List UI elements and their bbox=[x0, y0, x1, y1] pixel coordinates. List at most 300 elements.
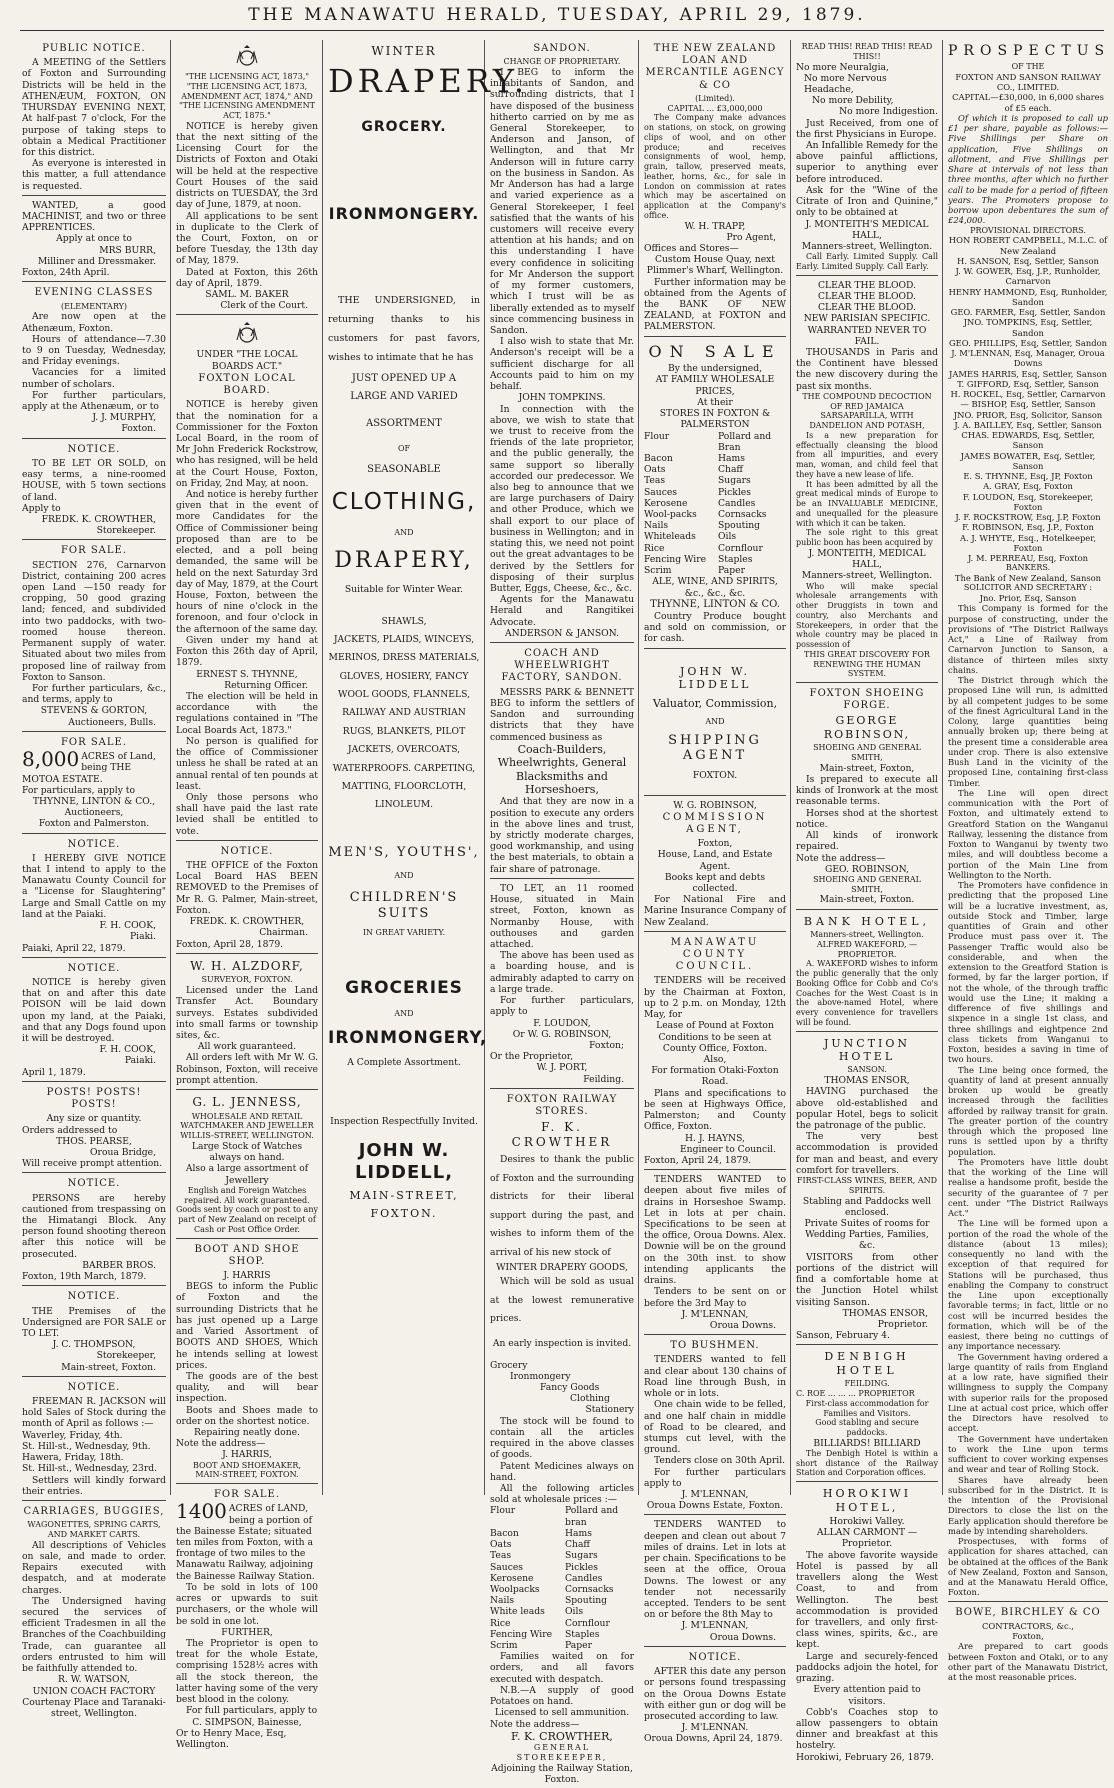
price-list-item: Kerosene bbox=[490, 1572, 534, 1584]
ad-body: The Proprietor is open to treat for the whole Estate, comprising 1528½ acres with all the stock thereon, the latter having some of the very best blood in the colony. bbox=[176, 1638, 318, 1706]
ad-sub: WHOLESALE AND RETAIL WATCHMAKER AND JEWELLER bbox=[180, 1111, 314, 1131]
ad-body: The Line will be formed upon a portion of the road the whole of the distance (about 13 miles); consequently no land with the exception of that required for Stations will be purchased, thus enabling the Company to construct the Line upon exceptionally favorable terms; in fact, little or no cost will be incurred besides the formation, which will be of the easiest, there being no cuttings of any importance necessary. bbox=[948, 1218, 1108, 1352]
ad-line: ALFRED WAKEFORD, — PROPRIETOR. bbox=[816, 939, 918, 959]
ad-line: Repairing neatly done. bbox=[194, 1427, 300, 1439]
price-list-item: Pickles bbox=[565, 1561, 598, 1573]
ad-line: Note the address— bbox=[490, 1718, 580, 1730]
ad-line: Grocery bbox=[490, 1359, 528, 1371]
ad-title: NOTICE. bbox=[67, 962, 121, 974]
price-list-item: Scrim bbox=[490, 1640, 518, 1652]
price-list-item: Paper bbox=[565, 1640, 592, 1652]
nz-loan-ad bbox=[644, 40, 786, 337]
ad-body: The goods are of the best quality, and will bear inspection. bbox=[176, 1370, 318, 1405]
column-rule bbox=[322, 40, 323, 1495]
price-list-item: Pickles bbox=[718, 486, 751, 498]
ad-line: FOXTON. bbox=[370, 1206, 438, 1220]
price-list-item: White leads bbox=[490, 1606, 545, 1618]
ad-line: Coach-Builders, Wheelwrights, General Blacksmiths and Horseshoers, bbox=[497, 742, 627, 796]
ad-line: Oroua Downs. bbox=[709, 1631, 776, 1643]
ad-date: Foxton, April 28, 1879. bbox=[176, 938, 284, 950]
director-entry: JNO. PRIOR, Esq, Solicitor, Sanson bbox=[953, 409, 1103, 420]
ad-line: Horokiwi Valley. bbox=[829, 1516, 905, 1528]
ad-body: Shares have already been subscribed for in the District. It is the intention of the Provisional Directors to close the list on the Early application should therefore be made by intending shareholders. bbox=[948, 1474, 1108, 1536]
ad-line: SHOEING AND GENERAL SMITH, bbox=[813, 874, 921, 894]
ad-title: READ THIS! READ THIS! READ THIS!! bbox=[801, 42, 933, 61]
ad-line: Offices and Stores— bbox=[644, 242, 739, 254]
ad-line: FIRST-CLASS WINES, BEER, AND SPIRITS. bbox=[796, 1176, 938, 1195]
ad-signature: THYNNE, LINTON & CO. bbox=[650, 598, 780, 610]
ad-title: SANDON. bbox=[533, 43, 591, 54]
ad-line: English and Foreign Watches repaired. All work guaranteed. bbox=[184, 1185, 310, 1205]
ad-date: Foxton, April 24, 1879. bbox=[644, 1154, 752, 1166]
ad-sub: WAGONETTES, SPRING CARTS, AND MARKET CARTS. bbox=[27, 1520, 161, 1539]
ad-body: The election will be held in accordance with the regulations contained in "The Local Boards Act, 1873." bbox=[176, 690, 318, 736]
coach-factory-ad bbox=[490, 645, 634, 879]
ad-body: The Denbigh Hotel is within a short distance of the Railway Station and Corporation offices. bbox=[796, 1448, 938, 1478]
ad-date: Oroua Downs, April 24, 1879. bbox=[644, 1733, 783, 1745]
ad-body: A MEETING of the Settlers of Foxton and Surrounding Districts will be held in the ATHENÆUM, FOXTON, ON THURSDAY EVENING NEXT, At half-past 7 o'clock, For the purpose of taking steps to obtain a Medical Practitioner for this district. bbox=[22, 57, 166, 158]
column-rule bbox=[638, 40, 639, 1495]
ad-signature: Or W. G. ROBINSON, bbox=[512, 1028, 612, 1040]
ad-signature: BARBER BROS. bbox=[82, 1259, 156, 1271]
ad-signature: FREDK. K. CROWTHER, bbox=[41, 513, 156, 525]
ad-body: TENDERS wanted to fell and clear about 130 chains of Road line through Bush, in whole or in lots. bbox=[644, 1354, 786, 1400]
ad-body: BEGS to inform the Public of Foxton and the surrounding Districts that he has just opened up a Large and Varied Assortment of BOOTS AND SHOES, Which he intends selling at lowest prices. bbox=[176, 1281, 318, 1371]
bowe-birchley-ad bbox=[948, 1604, 1108, 1686]
ad-body: Country Produce bought and sold on commission, or for cash. bbox=[644, 610, 786, 645]
ad-body: All the following articles sold at wholesale prices :— bbox=[490, 1482, 634, 1506]
ad-body: I HEREBY GIVE NOTICE that I intend to apply to the Manawatu County Council for a "License for Slaughtering" Large and Small Cattle on my land at the Paiaki. bbox=[22, 852, 166, 920]
for-sale-ad bbox=[22, 542, 166, 731]
ad-body: HAVING purchased the above old-established and popular Hotel, begs to solicit the patronage of the public. bbox=[796, 1086, 938, 1131]
ad-body: THOUSANDS in Paris and the Continent have blessed the new discovery during the past six months. bbox=[796, 347, 938, 392]
ad-body: Settlers will kindly forward their entries. bbox=[22, 1474, 166, 1497]
ad-body: Just Received, from one of the first Physicians in Europe. bbox=[796, 117, 938, 140]
director-entry: F. LOUDON, Esq, Storekeeper, Foxton bbox=[962, 491, 1094, 512]
ad-line: OF THE bbox=[1011, 62, 1045, 72]
ad-line: Oroua Bridge, bbox=[90, 1146, 156, 1158]
ad-title: THE NEW ZEALAND LOAN AND MERCANTILE AGENCY & CO bbox=[645, 43, 785, 91]
ad-signature: GEO. ROBINSON, bbox=[825, 863, 909, 875]
price-list-item: Oats bbox=[490, 1539, 512, 1551]
ad-body: As everyone is interested in this matter, a full attendance is requested. bbox=[22, 158, 166, 192]
ad-title: COMMISSION AGENT, bbox=[662, 811, 768, 835]
ad-line: Manners-street, Wellington. bbox=[801, 241, 933, 252]
ad-body: Are prepared to cart goods between Foxton and Otaki, or to any other part of the Manawatu District, at the most reasonable prices. bbox=[948, 1641, 1108, 1683]
price-list-item: Teas bbox=[644, 475, 666, 487]
ad-line: C. ROE ... ... ... PROPRIETOR bbox=[796, 1389, 915, 1398]
ad-line: All work guaranteed. bbox=[197, 1041, 297, 1053]
price-list-item: Flour bbox=[490, 1505, 516, 1517]
ad-line: Oroua Downs Estate, Foxton. bbox=[646, 1500, 784, 1512]
ad-title: BANK HOTEL, bbox=[803, 914, 931, 928]
ad-line: Apply at once to bbox=[56, 233, 132, 245]
price-list bbox=[490, 1505, 634, 1651]
price-list-item: Sugars bbox=[565, 1550, 598, 1562]
ad-body: I also wish to state that Mr. Anderson's receipt will be a sufficient discharge for all Accounts paid to him on my behalf. bbox=[490, 336, 634, 393]
ad-line: Engineer to Council. bbox=[679, 1143, 776, 1155]
to-let-ad bbox=[22, 441, 166, 541]
ad-body: The Line being once formed, the quantity of land at present annually broken up would be greatly increased through the facilities afforded by railway transit for grain. The greater portion of the country through which the proposed line runs is settled upon by a thrifty population. bbox=[948, 1064, 1108, 1157]
ad-body: The Undersigned having secured the services of efficient Tradesmen in all the Branches of the Coachbuilding Trade, can guarantee all orders entrusted to him will be faithfully attended to. bbox=[22, 1595, 166, 1675]
director-entry: A. GRAY, Esq, Foxton bbox=[983, 481, 1073, 492]
ad-line: BILLIARDS! BILLIARD bbox=[813, 1437, 921, 1449]
price-list-item: Nails bbox=[644, 520, 669, 532]
on-sale-ad bbox=[644, 339, 786, 649]
ad-line: The Bank of New Zealand, Sanson bbox=[954, 573, 1102, 584]
ad-big-number: 1400 bbox=[176, 1499, 227, 1524]
ad-big-number: 8,000 bbox=[22, 747, 80, 772]
ad-body: Licensed under the Land Transfer Act. Boundary surveys. Estates subdivided into small farms or township sites, &c. bbox=[176, 985, 318, 1041]
tenders-drains-ad bbox=[644, 1517, 786, 1646]
ad-signature: J. J. MURPHY, bbox=[92, 412, 156, 424]
ad-line: For particulars, apply to bbox=[22, 784, 136, 796]
director-entry: A. J. WHYTE, Esq., Hotelkeeper, Foxton bbox=[959, 532, 1097, 553]
ad-body: Only those persons who shall have paid the last rate levied shall be entitled to vote. bbox=[176, 791, 318, 837]
price-list-item: Chaff bbox=[718, 464, 743, 476]
bushmen-ad bbox=[644, 1337, 786, 1515]
ad-line: AND bbox=[705, 716, 725, 726]
ad-line: SHAWLS, bbox=[381, 615, 427, 627]
ad-line: SANSON. bbox=[847, 1065, 887, 1075]
price-list-item: Scrim bbox=[644, 565, 672, 577]
ad-body: SECTION 276, Carnarvon District, containing 200 acres open Land —150 ready for cropping, 50 good grazing land; fenced, and subdivided into two paddocks, with two-roomed house thereon. Permanent supply of water. Situated about two miles from proposed line of railway from Foxton to Sanson. bbox=[22, 559, 166, 683]
director-entry: T. GIFFORD, Esq, Settler, Sanson bbox=[957, 378, 1099, 389]
price-list-item: Cornsacks bbox=[718, 509, 767, 521]
ad-body: Further information may be obtained from the Agents of the BANK OF NEW ZEALAND, at FOXTON and PALMERSTON. bbox=[644, 276, 786, 333]
ad-title: FOR SALE. bbox=[60, 545, 128, 557]
director-entry: H. SANSON, Esq, Settler, Sanson bbox=[957, 255, 1099, 266]
ad-body: AFTER this date any person or persons found trespassing on the Oroua Downs Estate with either gun or dog will be prosecuted according to law. bbox=[644, 1666, 786, 1722]
ad-line: Also a large assortment of Jewellery bbox=[185, 1163, 309, 1186]
ad-line: St. Hill-st., Wednesday, 9th. bbox=[22, 1440, 151, 1452]
ad-line: JUST OPENED UP A bbox=[351, 373, 457, 385]
ad-line: STORES IN FOXTON & PALMERSTON bbox=[659, 408, 771, 431]
county-council-ad bbox=[644, 934, 786, 1170]
ad-line: LARGE AND VARIED bbox=[350, 391, 458, 403]
price-list-item: Candles bbox=[565, 1572, 603, 1584]
ad-sub: "THE LICENSING ACT, 1873," "THE LICENSING ACT, 1873, AMENDMENT ACT, 1874," AND "THE LICENSING AMENDMENT ACT, 1875." bbox=[179, 72, 315, 120]
ad-line: IN GREAT VARIETY. bbox=[362, 928, 446, 938]
ad-line: Chairman. bbox=[259, 927, 308, 939]
ad-title: THE COMPOUND DECOCTION OF RED JAMAICA SARSAPARILLA, WITH DANDELION AND POTASH, bbox=[802, 391, 932, 431]
ad-body: Of which it is proposed to call up £1 per share, payable as follows:—Five Shillings per Share on application, Five Shillings on allotment, and Five Shillings per Share at intervals of not less than three months, after which no further call to be made for a period of fifteen years. The Promoters propose to borrow upon debentures the sum of £24,000. bbox=[948, 112, 1108, 226]
price-list-item: Sauces bbox=[644, 486, 677, 498]
ad-headline: IRONMONGERY, bbox=[328, 1028, 488, 1049]
ad-line: St. Hill-st., Wednesday, 23rd. bbox=[22, 1463, 158, 1475]
ad-body: A. WAKEFORD wishes to inform the public generally that the only Booking Office for Cobb and Co's Coaches for the West Coast is in the above-named Hotel, where every convenience for travellers will be found. bbox=[796, 959, 938, 1027]
ad-line: MAIN-STREET, bbox=[349, 1189, 459, 1203]
masthead: THE MANAWATU HERALD, TUESDAY, APRIL 29, 1879. bbox=[248, 5, 866, 25]
ad-body: The above favorite wayside Hotel is passed by all travellers along the West Coast, to and from Wellington. The best accommodation is provided for travellers, and only first-class wines, spirits, &c., are kept. bbox=[796, 1549, 938, 1651]
ad-line: Foxton; bbox=[589, 1039, 624, 1051]
ad-signature: J. MONTEITH, MEDICAL HALL, bbox=[808, 547, 926, 571]
ad-body: The above has been used as a boarding house, and is admirably adapted to carry on a large trade. bbox=[490, 950, 634, 995]
ad-line: No more Neuralgia, bbox=[796, 61, 889, 73]
prospectus-ad bbox=[948, 40, 1111, 1602]
ad-title: PROSPECTUS bbox=[948, 43, 1111, 59]
stock-sales-ad bbox=[22, 1379, 166, 1501]
ad-signature: F. K. CROWTHER, bbox=[511, 1729, 613, 1743]
ad-title: CARRIAGES, BUGGIES, bbox=[23, 1505, 165, 1517]
ad-headline: IRONMONGERY. bbox=[328, 203, 480, 223]
column-4 bbox=[490, 40, 634, 1785]
ad-sub: SURVEYOR, FOXTON. bbox=[201, 975, 293, 985]
price-list-item: Chaff bbox=[565, 1539, 590, 1551]
ad-line: Main-street, Foxton, bbox=[819, 762, 915, 774]
masthead-rule bbox=[20, 30, 1104, 31]
price-list-item: Bacon bbox=[490, 1527, 519, 1539]
price-list-item: Whiteleads bbox=[644, 531, 696, 543]
ad-line: Note the address— bbox=[796, 852, 886, 864]
ad-line: WINTER DRAPERY GOODS, bbox=[496, 1261, 628, 1273]
ad-body: All orders left with Mr W. G. Robinson, Foxton, will receive prompt attention. bbox=[176, 1052, 318, 1086]
ad-body: Tenders to be sent on or before the 3rd May to bbox=[644, 1286, 786, 1309]
ad-body: NOTICE is hereby given that the nomination for a Commissioner for the Foxton Local Board, in the room of Mr John Frederick Rockstrow, who has resigned, will be held at the Court House, Foxton, on Friday, 2nd May, at noon. bbox=[176, 399, 318, 489]
price-list-item: Spouting bbox=[565, 1595, 608, 1607]
ad-title: ON SALE bbox=[648, 341, 782, 361]
ad-line: Conditions to be seen at County Office, Foxton. bbox=[658, 1031, 772, 1054]
ad-signature: J. M'LENNAN. bbox=[681, 1722, 749, 1734]
ad-date: Sanson, February 4. bbox=[796, 1330, 890, 1342]
column-1 bbox=[22, 40, 166, 1719]
ad-title: FOR SALE. bbox=[213, 1489, 281, 1501]
ad-title: POSTS! POSTS! POSTS! bbox=[46, 1086, 142, 1111]
price-list-item: Rice bbox=[644, 542, 665, 554]
ad-headline: GROCERIES bbox=[345, 977, 463, 998]
ad-line: Auctioneers, Bulls. bbox=[68, 716, 156, 728]
ad-line: AT FAMILY WHOLESALE PRICES, bbox=[655, 374, 775, 397]
ad-title: NOTICE. bbox=[67, 1381, 121, 1393]
director-entry: F. ROBINSON, Esq, J.P., Foxton bbox=[962, 522, 1094, 533]
ad-line: Will receive prompt attention. bbox=[22, 1158, 163, 1170]
ad-signature: J. M'LENNAN, bbox=[681, 1489, 749, 1501]
price-list-item: Fencing Wire bbox=[644, 553, 707, 565]
ad-title: NOTICE. bbox=[67, 443, 121, 455]
ad-line: CAPITAL ... £3,000,000 bbox=[667, 103, 763, 113]
ad-body: An Infallible Remedy for the above painful afflictions, superior to anything ever before introduced. bbox=[796, 140, 938, 185]
ad-line: At their bbox=[697, 396, 733, 408]
ad-body: The Company make advances on stations, on stock, on growing clips of wool, and on other produce; and receives consignments of wool, hemp, grain, tallow, preserved meats, leather, horns, &c., for sale in London on commission at rates which may be ascertained on application at the Company's office. bbox=[644, 113, 786, 220]
ad-line: No more Indigestion. bbox=[839, 106, 938, 118]
ad-title: DENBIGH HOTEL bbox=[824, 1350, 910, 1377]
column-2 bbox=[176, 40, 318, 1750]
ad-line: Clothing bbox=[570, 1393, 610, 1405]
ad-line: GENERAL STOREKEEPER, bbox=[516, 1743, 608, 1762]
ad-line: Valuator, Commission, bbox=[652, 697, 778, 711]
ad-body: Horses shod at the shortest notice. bbox=[796, 807, 938, 830]
price-list-item: Pollard and bran bbox=[565, 1505, 619, 1528]
ad-line: CAPITAL—£30,000, in 6,000 shares of £5 each. bbox=[952, 92, 1104, 113]
ad-body: The Government have undertaken to work the Line upon terms sufficient to cover working expenses and wear and tear of Rolling Stock. bbox=[948, 1433, 1108, 1475]
director-entry: JNO. TOMPKINS, Esq, Settler, Sandon bbox=[963, 317, 1093, 338]
ad-line: Licensed to sell ammunition. bbox=[494, 1707, 630, 1719]
ad-body: All applications to be sent in duplicate to the Clerk of the Court, Foxton, on or before Tuesday, the 13th day of May, 1879. bbox=[176, 210, 318, 267]
ad-sub: PROVISIONAL DIRECTORS. bbox=[970, 225, 1086, 235]
ad-body: Who will make special wholesale arrangements with other Druggists in town and country, also Merchants and Storekeepers, in order that the whole country may be placed in possession of bbox=[796, 581, 938, 650]
ad-signature: JOHN TOMPKINS. bbox=[518, 392, 606, 404]
ad-body: Ask for the "Wine of the Citrate of Iron and Quinine," only to be obtained at bbox=[796, 184, 938, 219]
ad-body: In connection with the above, we wish to state that we trust to receive from the friends of the late proprietor, and the public generally, the same support so liberally accorded our predecessor. We also beg to announce that we are large purchasers of Dairy and other Produce, which we shall export to our place of business in Wellington; and in stating this, we need not point out the great advantages to be derived by the Settlers for disposing of their surplus Butter, Eggs, Cheese, &c., &c. bbox=[490, 403, 634, 594]
ad-sub: WILLIS-STREET, WELLINGTON. bbox=[180, 1131, 314, 1141]
price-list-item: Cornsacks bbox=[565, 1583, 614, 1595]
price-list-item: Sauces bbox=[490, 1561, 523, 1573]
ad-body: Given under my hand at Foxton this 26th day of April, 1879. bbox=[176, 634, 318, 669]
ad-signature: J. MONTEITH'S MEDICAL HALL, bbox=[805, 218, 929, 241]
ad-body: Is prepared to execute all kinds of Ironwork at the most reasonable terms. bbox=[796, 773, 938, 808]
ad-sub: BANKERS. bbox=[1005, 563, 1051, 573]
director-entry: J. W. GOWER, Esq, J.P., Runholder, Carnarvon bbox=[955, 266, 1101, 287]
ad-line: Adjoining the Railway Station, bbox=[491, 1762, 633, 1774]
ad-line: FOXTON AND SANSON RAILWAY CO., LIMITED. bbox=[955, 71, 1101, 93]
ad-body: The Promoters have little doubt that the working of the Line will realise a handsome profit, beside the security of the guarantee of 7 per cent. under "The District Railways Act." bbox=[948, 1156, 1108, 1219]
price-list-item: Cornflour bbox=[565, 1617, 610, 1629]
ad-signature: W. J. PORT, bbox=[536, 1062, 588, 1074]
ad-line: FOXTON. bbox=[692, 770, 738, 782]
ad-sub: UNDER "THE LOCAL BOARDS ACT." bbox=[196, 349, 298, 372]
ad-headline: DRAPERY, bbox=[334, 547, 474, 573]
ad-line: Waverley, Friday, 4th. bbox=[22, 1429, 123, 1441]
ad-line: Piaki. bbox=[129, 931, 156, 943]
ad-headline: CHILDREN'S SUITS bbox=[349, 890, 459, 922]
price-list-item: Staples bbox=[718, 553, 753, 565]
bainesse-estate-ad bbox=[176, 1486, 318, 1753]
director-entry: JAMES BOWATER, Esq, Settler, Sanson bbox=[960, 450, 1096, 471]
ad-line: Storekeeper, bbox=[96, 1350, 156, 1362]
ad-body: Prospectuses, with forms of application for shares attached, can be obtained at the offices of the Bank of New Zealand, Foxton and Sanson, and at the Manawatu Herald Office, Foxton. bbox=[948, 1536, 1108, 1598]
ad-body: The Promoters have confidence in predicting that the proposed Line will be a lucrative investment, as, outside Stock and Timber, large quantities of Grain and other Produce must pass over it. The Passenger Traffic would also be considerable, and when the extension to the Greatford Station is formed, by far the larger portion, if not the whole, of the through traffic would use the Line; it making a difference of five shillings and sixpence in a single 1st class, and three shillings and eightpence 2nd class tickets from Wanganui to Foxton, besides a saving in time of two hours. bbox=[948, 880, 1108, 1065]
ad-date: Horokiwi, February 26, 1879. bbox=[796, 1751, 934, 1763]
ad-signature: GEORGE ROBINSON, bbox=[823, 714, 911, 741]
ad-signature: SAML. M. BAKER bbox=[205, 289, 289, 301]
price-list-item: Cornflour bbox=[718, 542, 763, 554]
price-list-item: Sugars bbox=[718, 475, 751, 487]
ad-body: I BEG to inform the inhabitants of Sandon, and surrounding districts, that I have disposed of the business hitherto carried on by me as General Storekeeper, to Anderson and Janson, of Wellington, and that Mr Anderson will in future carry on the business in Sandon. As Mr Anderson has had a large and varied experience as a General Storekeeper, I feel satisfied that the wants of his customers will receive every attention at his hands; and on this understanding I have every confidence in soliciting for Mr Anderson the support of my former customers, which I trust will be as liberally extended as to myself since commencing business in Sandon. bbox=[490, 66, 634, 336]
ad-line: Hawera, Friday, 18th. bbox=[22, 1452, 124, 1464]
ad-line: Milliner and Dressmaker. bbox=[37, 255, 156, 267]
ad-headline: JOHN W. LIDDELL, bbox=[354, 1139, 454, 1183]
ad-title: JOHN W. LIDDELL bbox=[678, 664, 752, 692]
ad-body: For further particulars, &c., and terms, apply to bbox=[22, 683, 166, 706]
junction-hotel-ad bbox=[796, 1034, 938, 1346]
ad-body: Vacancies for a limited number of scholars. bbox=[22, 367, 166, 390]
price-list-item: Oils bbox=[565, 1606, 584, 1618]
ad-title: NOTICE. bbox=[67, 1178, 121, 1190]
price-list-item: Rice bbox=[490, 1617, 511, 1629]
ad-headline: GROCERY. bbox=[361, 118, 447, 135]
ad-title: W. H. ALZDORF, bbox=[190, 958, 304, 973]
posts-ad bbox=[22, 1084, 166, 1173]
director-entry: J. A. BAILLEY, Esq, Settler, Sanson bbox=[954, 419, 1102, 430]
ad-body: Call Early. Limited Supply. Call Early. Limited Supply. Call Early. bbox=[796, 252, 938, 271]
price-list bbox=[644, 431, 786, 577]
ad-sub: (Limited). bbox=[695, 93, 735, 103]
ad-line: An early inspection is invited. bbox=[492, 1338, 632, 1350]
director-entry: E. S. THYNNE, Esq, JP, Foxton bbox=[963, 471, 1093, 482]
ad-line: CLEAR THE BLOOD. bbox=[818, 290, 916, 302]
ad-body: TENDERS will be received by the Chairman at Foxton, up to 2 p.m. on Monday, 12th May, for bbox=[644, 975, 786, 1021]
price-list-item: Hams bbox=[718, 452, 745, 464]
ad-line: Foxton. bbox=[544, 1773, 580, 1785]
ad-title: BOOT AND SHOE SHOP. bbox=[194, 1243, 300, 1267]
liddell-valuator-ad bbox=[644, 651, 786, 796]
price-list-item: Wool-packs bbox=[644, 509, 697, 521]
to-let-house-ad bbox=[490, 881, 634, 1089]
ad-line: By the undersigned, bbox=[667, 363, 763, 375]
ad-body: THE OFFICE of the Foxton Local Board HAS BEEN REMOVED to the Premises of Mr R. G. Palmer, Main-street, Foxton. bbox=[176, 860, 318, 916]
ad-body: THE UNDERSIGNED, in returning thanks to his customers for past favors, wishes to intimate that he has bbox=[328, 295, 480, 364]
ad-line: ASSORTMENT bbox=[366, 417, 442, 429]
ad-line: Manners-street, Wellington. bbox=[810, 930, 924, 940]
ad-body: All kinds of ironwork repaired. bbox=[796, 830, 938, 853]
ad-line: Or the Proprietor, bbox=[490, 1051, 574, 1063]
royal-crest-icon bbox=[176, 42, 318, 72]
ad-title: NOTICE. bbox=[67, 1291, 121, 1303]
director-entry: J. M. PERREAU, Esq, Foxton bbox=[967, 553, 1089, 564]
ad-line: Stabling and Paddocks well enclosed. bbox=[802, 1195, 932, 1218]
ad-line: Auctioneers, bbox=[64, 807, 124, 819]
ad-body: MESSRS PARK & BENNETT BEG to inform the settlers of Sandon and surrounding districts that they have commenced business as bbox=[490, 686, 634, 743]
ad-body: WANTED, a good MACHINIST, and two or three APPRENTICES. bbox=[22, 199, 166, 234]
ad-date: Paiaki, April 22, 1879. bbox=[22, 942, 126, 954]
ad-title: JUNCTION HOTEL bbox=[823, 1036, 911, 1063]
price-list-item: Nails bbox=[490, 1595, 515, 1607]
ad-line: CLEAR THE BLOOD. bbox=[818, 302, 916, 314]
ad-body: NOTICE is hereby given that the next sitting of the Licensing Court for the Districts of Foxton and Otaki will be held at the respective Court Houses of the said districts on TUESDAY, the 3rd day of June, 1879, at noon. bbox=[176, 120, 318, 211]
ad-signature: THOS. PEARSE, bbox=[56, 1135, 132, 1147]
price-list-item: Staples bbox=[565, 1628, 600, 1640]
sandon-ad bbox=[490, 40, 634, 643]
ad-line: FEILDING. bbox=[844, 1379, 890, 1389]
ad-line: THIS GREAT DISCOVERY FOR RENEWING THE HUMAN SYSTEM. bbox=[804, 649, 930, 679]
ad-body: Boots and Shoes made to order on the shortest notice. bbox=[176, 1404, 318, 1427]
ad-title: COACH AND WHEELWRIGHT FACTORY, SANDON. bbox=[501, 648, 623, 684]
ad-body: VISITORS from other portions of the district will find a comfortable home at the Junction Hotel whilst visiting Sanson. bbox=[796, 1251, 938, 1308]
ad-body: Large and securely-fenced paddocks adjoin the hotel, for grazing. bbox=[796, 1650, 938, 1685]
ad-signature: F. H. COOK, bbox=[99, 1044, 156, 1056]
price-list-item: Bacon bbox=[644, 452, 673, 464]
ad-signature: J. HARRIS bbox=[223, 1269, 271, 1281]
ad-line: Private Suites of rooms for Wedding Parties, Families, &c. bbox=[804, 1218, 930, 1252]
ad-line: Main-street, Foxton. bbox=[61, 1361, 156, 1373]
director-entry: GEO. PHILLIPS, Esq, Settler, Sandon bbox=[948, 337, 1108, 348]
ad-line: Inspection Respectfully Invited. bbox=[330, 1116, 478, 1128]
ad-line: Foxton, bbox=[697, 838, 733, 850]
ad-body: It has been admitted by all the great medical minds of Europe to be an INVALUABLE MEDICINE, and unequalled for the pleasure with which it can be taken. bbox=[796, 479, 938, 528]
ad-sub: CHANGE OF PROPRIETARY. bbox=[503, 57, 621, 67]
ad-line: Proprietor. bbox=[877, 1319, 928, 1330]
ad-body: NOTICE is hereby given that on and after this date POISON will be laid down upon my land, at the Paiaki, and that any Dogs found upon it will be destroyed. bbox=[22, 976, 166, 1045]
ad-signature: THYNNE, LINTON & CO., bbox=[32, 795, 156, 807]
ad-body: For further particulars, apply to bbox=[490, 995, 634, 1018]
trespass-ad bbox=[644, 1649, 786, 1748]
column-rule bbox=[484, 40, 485, 1495]
price-list-item: Oils bbox=[718, 531, 737, 543]
ad-line: First-class accommodation for Families and Visitors. bbox=[805, 1398, 929, 1418]
ad-body: The very best accommodation is provided for man and beast, and every comfort for travellers. bbox=[796, 1131, 938, 1176]
ad-body: Is a new preparation for effectually cleansing the blood from all impurities, and every man, woman, and child feel that they have a new lease of life. bbox=[796, 430, 938, 479]
ad-title: PUBLIC NOTICE. bbox=[42, 43, 146, 54]
licensing-ad bbox=[176, 40, 318, 315]
ad-line: House, Land, and Estate Agent. bbox=[657, 849, 773, 872]
director-entry: HENRY HAMMOND, Esq, Runholder, Sandon bbox=[948, 286, 1108, 307]
ad-body: Hours of attendance—7.30 to 9 on Tuesday, Wednesday, and Friday evenings. bbox=[22, 333, 166, 368]
bank-hotel-ad bbox=[796, 912, 938, 1032]
ad-line: Ironmongery bbox=[510, 1370, 571, 1382]
director-entry: J. F. ROCKSTROW, Esq, J.P, Foxton bbox=[955, 512, 1101, 523]
ad-sub: (ELEMENTARY) bbox=[61, 301, 127, 311]
ad-signature: F. H. COOK, bbox=[99, 920, 156, 932]
